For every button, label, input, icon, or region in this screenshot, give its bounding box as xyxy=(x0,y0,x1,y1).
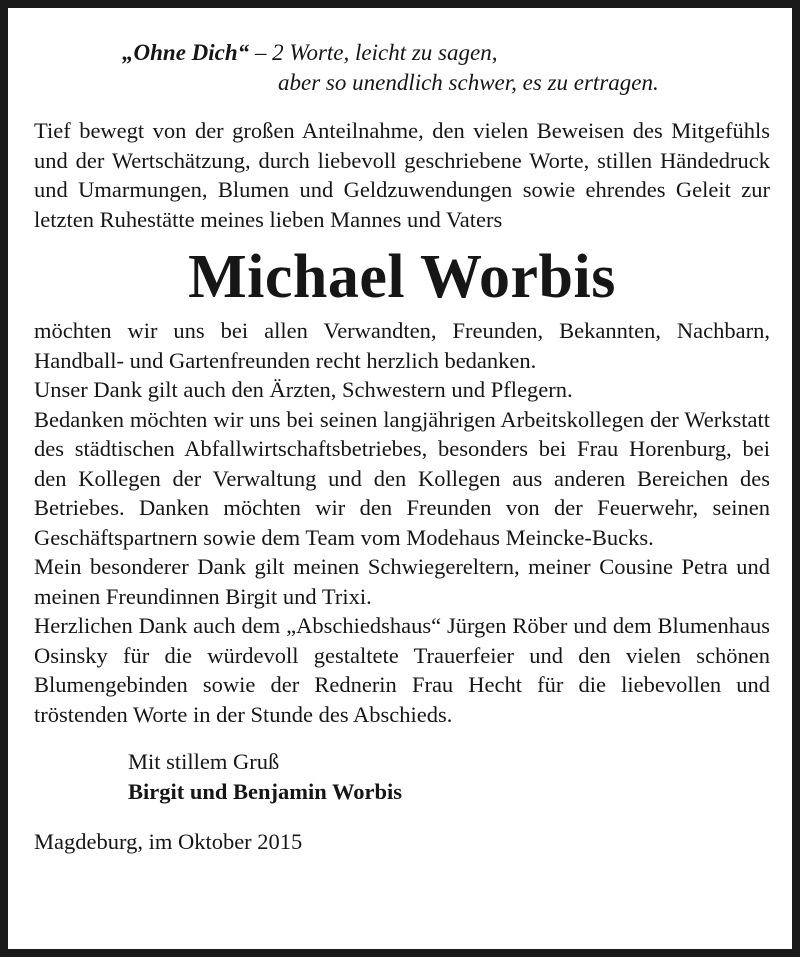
signoff-greeting: Mit stillem Gruß xyxy=(128,749,280,774)
motto-line-1 xyxy=(34,38,770,68)
motto-rest: – 2 Worte, leicht zu sagen, xyxy=(249,40,498,65)
motto-quote: „Ohne Dich“ xyxy=(122,40,250,65)
intro-paragraph: Tief bewegt von der großen Anteilnahme, den vielen Beweisen des Mitgefühls und der Wertschätzung, durch liebevoll geschriebene Worte, stillen Händedruck und Umarmungen, Blumen und Geldzuwendungen sowie ehrendes Geleit zur letzten Ruhestätte meines lieben Mannes und Vaters xyxy=(34,118,770,232)
motto-line-2: aber so unendlich schwer, es zu ertragen. xyxy=(278,70,659,95)
thanks-paragraph-5: Herzlichen Dank auch dem „Abschiedshaus“ Jürgen Röber und dem Blumenhaus Osinsky für die würdevoll gestaltete Trauerfeier und den vielen schönen Blumengebinden sowie der Rednerin Frau Hecht für die liebevollen und tröstenden Worte in der Stunde des Abschieds. xyxy=(34,613,770,727)
thanks-paragraph-4: Mein besonderer Dank gilt meinen Schwiegereltern, meiner Cousine Petra und meinen Freundinnen Birgit und Trixi. xyxy=(34,554,770,609)
thanks-paragraph-2: Unser Dank gilt auch den Ärzten, Schwestern und Pflegern. xyxy=(34,377,573,402)
signoff xyxy=(34,747,770,807)
thanks-paragraph-3: Bedanken möchten wir uns bei seinen langjährigen Arbeitskollegen der Werkstatt des städtischen Abfallwirtschaftsbetriebes, besonders bei Frau Horenburg, bei den Kollegen der Verwaltung und den Kollegen aus anderen Bereichen des Betriebes. Danken möchten wir den Freunden von der Feuerwehr, seinen Geschäftspartnern sowie dem Team vom Modehaus Meincke-Bucks. xyxy=(34,406,770,550)
obituary-content xyxy=(34,38,770,857)
signoff-signers: Birgit und Benjamin Worbis xyxy=(128,779,403,804)
thanks-paragraph-1: möchten wir uns bei allen Verwandten, Freunden, Bekannten, Nachbarn, Handball- und Gartenfreunden recht herzlich bedanken. xyxy=(34,318,770,373)
place-date: Magdeburg, im Oktober 2015 xyxy=(34,829,303,854)
deceased-name: Michael Worbis xyxy=(188,243,616,311)
